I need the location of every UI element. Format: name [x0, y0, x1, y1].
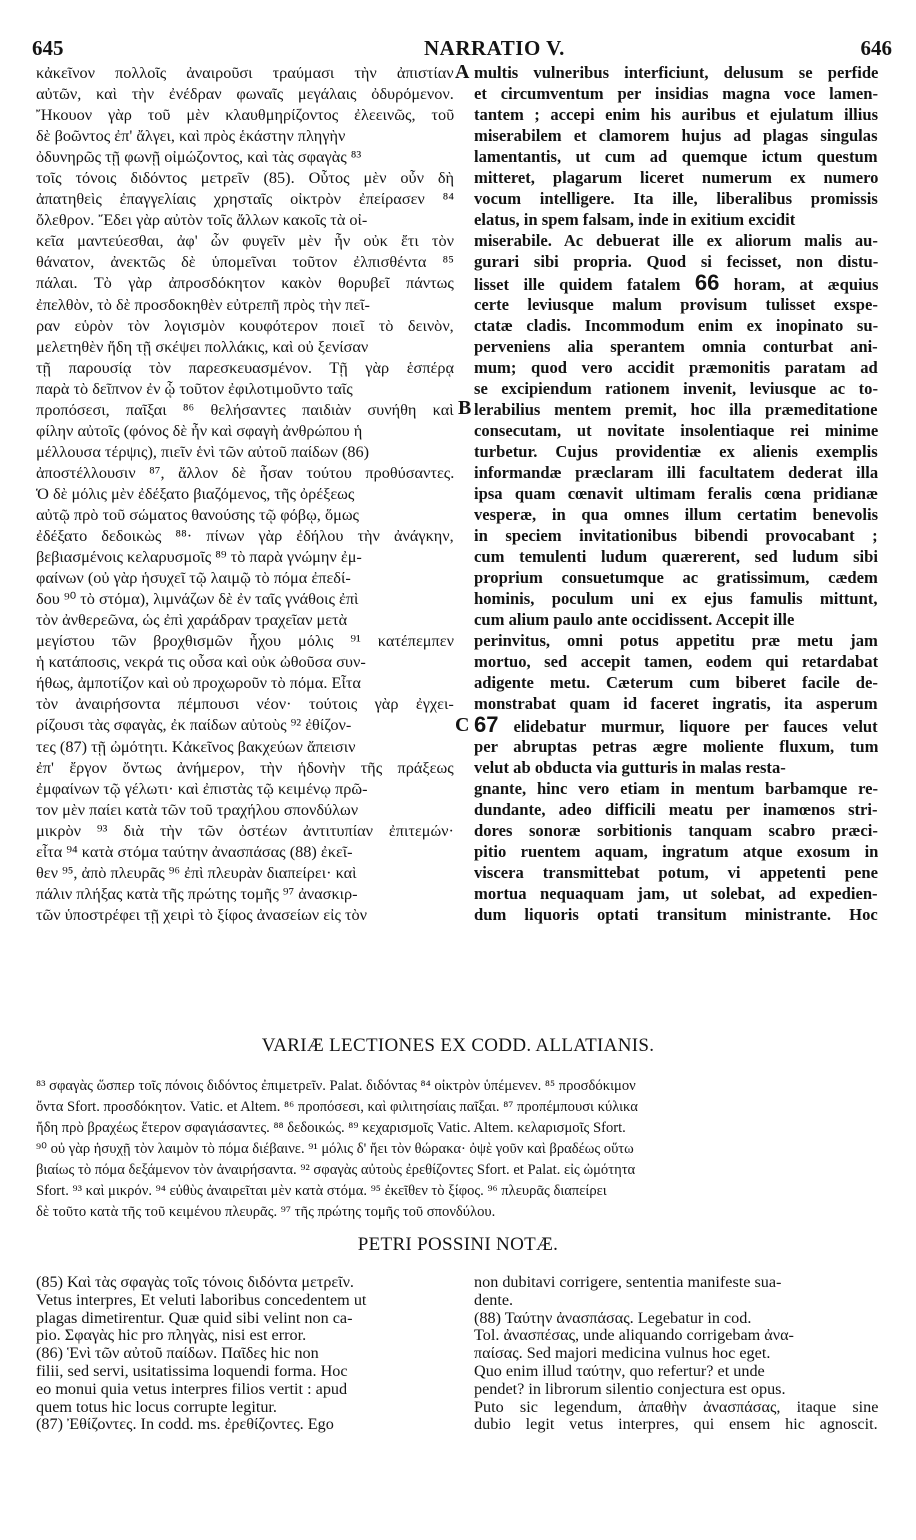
latin-text-line: miserabilem et clamorem hujus ad plagas singulas — [474, 126, 878, 146]
latin-text-line: certe leviusque malum provisum tulisset exspe- — [474, 294, 878, 314]
note-line: plagas dimetirentur. Quæ quid sibi velint non ca- — [36, 1309, 353, 1327]
latin-text-line: gurari sibi propria. Quod si fecisset, non distu- — [474, 252, 878, 272]
greek-text-line: τῇ παρουσίᾳ τὸν παρεσκευασμένον. Τῇ γὰρ ἑσπέρᾳ — [36, 357, 454, 377]
greek-text-line: θάνατον, ἀνεκτῶς δὲ ὑπομεῖναι τοῦτον ἐλπισθέντα ⁸⁵ — [36, 252, 454, 272]
note-line: Vetus interpres, Et veluti laboribus concedentem ut — [36, 1291, 367, 1309]
note-line: dubio legit vetus interpres, qui ensem hic agnoscit. — [474, 1416, 878, 1434]
latin-text-column — [474, 62, 878, 925]
latin-text-line: dum liquoris optati transitum ministrante. Hoc — [474, 904, 878, 924]
latin-text-line: in speciem invitationibus bibendi provocabant ; — [474, 526, 878, 546]
latin-text-line: turbetur. Cujus providentiæ ex alienis exemplis — [474, 441, 878, 461]
margin-marker-b: B — [458, 397, 472, 419]
variant-reading-line: ⁸³ σφαγὰς ὥσπερ τοῖς πόνοις διδόντος ἐπιμετρεῖν. Palat. διδόντας ⁸⁴ οἰκτρὸν ὑπέμενεν. ⁸⁵ προσδόκιμον — [36, 1078, 636, 1094]
latin-text-line: informandæ præclaram illi facultatem dederat illa — [474, 462, 878, 482]
greek-text-line: ρίζουσι τὰς σφαγὰς, ἐκ παίδων αὐτοὺς ⁹² ἐθίζον- — [36, 715, 352, 735]
greek-text-line: ὀδυνηρῶς τῇ φωνῇ οἰμώζοντος, καὶ τὰς σφαγὰς ⁸³ — [36, 147, 362, 167]
latin-text-line: proprium consuetumque ac gratissimum, cædem — [474, 568, 878, 588]
page-header — [24, 36, 902, 62]
note-line: filii, sed servi, usitatissima loquendi forma. Hoc — [36, 1362, 348, 1380]
greek-text-line: ἐπελθὸν, τὸ δὲ προσδοκηθὲν εὐτρεπῆ πρὸς τὴν πεῖ- — [36, 294, 370, 314]
latin-text-line: elatus, in spem falsam, inde in exitium excidit — [474, 210, 796, 230]
greek-text-line: τὸν ἀναιρήσοντα πέμπουσι νέον· τούτοις γὰρ ἐγχει- — [36, 694, 454, 714]
greek-text-line: εἶτα ⁹⁴ κατὰ στόμα ταύτην ἀνασπάσας (88) ἐκεῖ- — [36, 841, 353, 861]
margin-marker-a: A — [455, 61, 470, 83]
note-line: (86) Ἑνὶ τῶν αὐτοῦ παίδων. Παῖδες hic non — [36, 1345, 319, 1363]
greek-text-line: ἐμφαίνων τῷ γέλωτι· καὶ ἐπιστὰς τῷ κειμένῳ πρῶ- — [36, 778, 368, 798]
page-number-left: 645 — [32, 36, 64, 60]
greek-text-line: Ἤκουον γὰρ τοῦ μὲν κλαυθμηρίζοντος ἐλεεινῶς, τοῦ — [36, 105, 454, 125]
note-line: eo monui quia vetus interpres filios vertit : apud — [36, 1380, 348, 1398]
greek-text-line: ραν εὑρὸν τὸν λογισμὸν κουφότερον ποιεῖ τὸ δεινὸν, — [36, 315, 454, 335]
column-page-number: 67 — [474, 714, 499, 736]
latin-text-line: dundante, adeo difficili meatu per inamœnos stri- — [474, 799, 878, 819]
variant-reading-line: ἤδη πρὸ βραχέως ἕτερον σφαγιάσαντες. ⁸⁸ δεδοικώς. ⁸⁹ κεχαρισμοῖς Vatic. Altem. κελαρισμοῖς Sfort. — [36, 1120, 626, 1136]
latin-text-line: per abruptas petras ægre moliente fluxum, tum — [474, 736, 878, 756]
note-line: non dubitavi corrigere, sententia manifeste sua- — [474, 1274, 782, 1291]
note-line: pio. Σφαγὰς hic pro πληγὰς, nisi est error. — [36, 1327, 307, 1345]
variant-reading-line: Sfort. ⁹³ καὶ μικρόν. ⁹⁴ εὐθὺς ἀναιρεῖται μὲν κατὰ στόμα. ⁹⁵ ἐκεῖθεν τὸ ξίφος. ⁹⁶ πλευρᾶς διαπείρει — [36, 1183, 607, 1199]
greek-text-line: πάλιν πλήξας κατὰ τῆς πρώτης τομῆς ⁹⁷ ἀνασκιρ- — [36, 883, 358, 903]
latin-text-line: mitteret, plagarum liceret numerum ex numero — [474, 168, 878, 188]
margin-marker-c: C — [455, 714, 470, 736]
greek-text-line: ἀπατηθεὶς ἐπαγγελίαις χρησταῖς οἰκτρὸν ἐπείρασεν ⁸⁴ — [36, 189, 454, 209]
note-line: (87) Ἐθίζοντες. In codd. ms. ἐρεθίζοντες. Ego — [36, 1416, 334, 1434]
latin-text-line: tantem ; accepi enim his auribus et ejulatum illius — [474, 105, 878, 125]
notae-left-column — [36, 1274, 454, 1434]
latin-text-line: mortuo, sed accepit tamen, eodem qui retardabat — [474, 652, 878, 672]
variant-reading-line: δὲ τοῦτο κατὰ τῆς τοῦ κειμένου πλευρᾶς. ⁹⁷ τῆς πρώτης τομῆς τοῦ σπονδύλου. — [36, 1204, 496, 1220]
note-line: παίσας. Sed majori medicina vulnus hoc eget. — [474, 1345, 771, 1363]
note-line: Quo enim illud ταύτην, quo refertur? et unde — [474, 1362, 765, 1380]
greek-text-line: μεγίστου τῶν βροχθισμῶν ἦχου μόλις ⁹¹ κατέπεμπεν — [36, 631, 454, 651]
note-line: Puto sic legendum, ἀπαθὴν ἀνασπάσας, itaque sine — [474, 1398, 878, 1416]
notae-title: PETRI POSSINI NOTÆ. — [357, 1234, 559, 1255]
greek-text-line: θεν ⁹⁵, ἀπὸ πλευρᾶς ⁹⁶ ἐπὶ πλευρὰν διαπείρει· καὶ — [36, 862, 357, 882]
latin-text-line: lerabilius mentem premit, hoc illa præmeditatione — [474, 399, 878, 419]
latin-text-line: 67 elidebatur murmur, liquore per fauces velut — [474, 714, 878, 736]
variant-reading-line: βιαίως τὸ πόμα δεξάμενον τὸν ἀναιρήσαντα. ⁹² σφαγὰς αὐτοὺς ἐρεθίζοντες Sfort. et Palat. εἰς ὠμότητα — [36, 1162, 636, 1178]
greek-text-line: τοῖς τόνοις διδόντος μετρεῖν (85). Οὗτος μὲν οὖν δὴ — [36, 168, 454, 188]
latin-text-line: gnante, hinc vero etiam in mentum barbamque re- — [474, 778, 878, 798]
greek-text-line: ἀποστέλλουσιν ⁸⁷, ἄλλον δὲ ἦσαν τούτου προθύσαντες. — [36, 462, 454, 482]
latin-text-line: velut ab obducta via gutturis in malas resta- — [474, 757, 786, 777]
greek-text-line: τῶν ὑποστρέφει τῇ χειρὶ τὸ ξίφος ἀνασείων εἰς τὸν — [36, 904, 368, 924]
latin-text-line: perveniens alia sperantem omnia conturbat ani- — [474, 336, 878, 356]
greek-text-line: ήθως, ἀμποτίζον καὶ οὐ προχωροῦν τὸ πόμα. Εἶτα — [36, 673, 361, 693]
latin-text-line: cum alium paulo ante occidissent. Accepit ille — [474, 610, 795, 630]
latin-text-line: mum; quod vero accidit præmonitis paratam ad — [474, 357, 878, 377]
latin-text-line: cum temulenti ludum quærerent, sed ludum sibi — [474, 547, 878, 567]
latin-text-line: monstrabat quam id faceret ingratis, ita asperum — [474, 694, 878, 714]
latin-text-line: hominis, poculum uni ex ejus famulis mittunt, — [474, 589, 878, 609]
greek-text-line: αὐτῷ πρὸ τοῦ σώματος θανούσης τῷ φόβῳ, ὅμως — [36, 504, 359, 524]
latin-text-line: pitio ruentem aquam, ingratum atque exosum in — [474, 841, 878, 861]
note-line: pendet? in librorum silentio conjectura est opus. — [474, 1380, 786, 1398]
variant-reading-line: ὄντα Sfort. προσδόκητον. Vatic. et Altem. ⁸⁶ προπόσεσι, καὶ φιλιτησίαις παῖξαι. ⁸⁷ προπέμπουσι κύλικα — [36, 1099, 638, 1115]
greek-text-column — [36, 62, 454, 925]
latin-text-line: lamentantis, ut cum ad quemque ictum questum — [474, 147, 878, 167]
column-page-number: 66 — [694, 272, 720, 294]
latin-text-line: ipsa quam cœnavit ultimam feralis cœna pridianæ — [474, 483, 878, 503]
note-line: quem totus hic locus corrupte legitur. — [36, 1398, 277, 1416]
greek-text-line: παρὰ τὸ δεῖπνον ἐν ᾧ τοῦτον ἐφιλοτιμοῦντο ταῖς — [36, 378, 353, 398]
latin-text-line: vocum intelligere. Ita ille, liberalibus promissis — [474, 189, 878, 209]
greek-text-line: μέλλουσα τέρψις), πιεῖν ἑνὶ τῶν αὐτοῦ παίδων (86) — [36, 441, 370, 461]
greek-text-line: τον μὲν παίει κατὰ τῶν τοῦ τραχήλου σπονδύλων — [36, 799, 359, 819]
greek-text-line: ὄλεθρον. Ἔδει γὰρ αὐτὸν τοῖς ἄλλων κακοῖς τὰ οἰ- — [36, 210, 368, 230]
greek-text-line: μικρὸν ⁹³ διὰ τὴν τῶν ὀστέων ἀντιτυπίαν ἐπιτεμών· — [36, 820, 454, 840]
greek-text-line: δου ⁹⁰ τὸ στόμα), λιμνάζων δὲ ἐν ταῖς γνάθοις ἐπὶ — [36, 589, 359, 609]
running-title: NARRATIO V. — [424, 36, 565, 60]
latin-text-line: adigente metu. Cæterum cum biberet facile de- — [474, 673, 878, 693]
latin-text-line: vesperæ, in qua omnes illum certatim benevolis — [474, 504, 878, 524]
note-line: (88) Ταύτην ἀνασπάσας. Legebatur in cod. — [474, 1309, 752, 1327]
greek-text-line: ἐπ' ἔργον ὄντως ἀνήμερον, τὴν ἡδονὴν τῆς πράξεως — [36, 757, 454, 777]
latin-text-line: et circumventum per insidias magna voce lamen- — [474, 84, 878, 104]
greek-text-line: Ὁ δὲ μόλις μὲν ἐδέξατο βιαζόμενος, τῆς ὀρέξεως — [36, 483, 355, 503]
greek-text-line: ἡ κατάποσις, νεκρά τις οὖσα καὶ οὐκ ὠθοῦσα συν- — [36, 652, 366, 672]
greek-text-line: τὸν ἀνθερεῶνα, ὡς ἐπὶ χαράδραν τραχεῖαν μετὰ — [36, 610, 348, 630]
latin-text-line: multis vulneribus interficiunt, delusum se perfide — [474, 63, 878, 82]
greek-text-line: τες (87) τῇ ὠμότητι. Κἀκεῖνος βακχεύων ἄπεισιν — [36, 736, 356, 756]
note-line: Tol. ἀνασπέσας, unde aliquando corrigebam ἀνα- — [474, 1327, 794, 1345]
latin-text-line: dores sonoræ sorbitionis tanquam scabro præci- — [474, 820, 878, 840]
variae-lectiones-block — [36, 1076, 882, 1223]
note-line: dente. — [474, 1291, 514, 1309]
note-line: (85) Καὶ τὰς σφαγὰς τοῖς τόνοις διδόντα μετρεῖν. — [36, 1274, 354, 1291]
latin-text-line: mortua nequaquam jam, ut solebat, ad expedien- — [474, 883, 878, 903]
greek-text-line: μελετηθὲν ἤδη τῇ σκέψει πολλάκις, καὶ οὐ ξενίσαν — [36, 336, 369, 356]
greek-text-line: δὲ βοῶντος ἐπ' ἄλγει, καὶ πρὸς ἑκάστην πληγὴν — [36, 126, 346, 146]
latin-text-line: ctatæ cladis. Incommodum enim ex inopinato su- — [474, 315, 878, 335]
greek-text-line: προπόσεσι, παῖξαι ⁸⁶ θελήσαντες παιδιὰν συνήθη καὶ — [36, 399, 454, 419]
latin-text-line: consecutam, ut novitate insolentiaque rei minime — [474, 420, 878, 440]
variae-lectiones-title: VARIÆ LECTIONES EX CODD. ALLATIANIS. — [261, 1035, 655, 1056]
latin-text-line: perinvitus, omni potus appetitu præ metu jam — [474, 631, 878, 651]
variant-reading-line: ⁹⁰ οὐ γὰρ ἡσυχῇ τὸν λαιμὸν τὸ πόμα διέβαινε. ⁹¹ μόλις δ' ἤει τὸν θώρακα· ὀψὲ γοῦν καὶ βραδέως οὕτω — [36, 1141, 634, 1157]
notae-right-column — [474, 1274, 878, 1434]
greek-text-line: φίλην αὐτοῖς (φόνος δὲ ἦν καὶ σφαγὴ ἀνθρώπου ἡ — [36, 420, 363, 440]
latin-text-line: lisset ille quidem fatalem 66 horam, at æquius — [474, 272, 878, 294]
greek-text-line: αὐτῶν, καὶ τὴν ἐνέδραν φωναῖς μεγάλαις ὀδυρόμενον. — [36, 84, 454, 104]
page-number-right: 646 — [860, 36, 892, 60]
latin-text-line: viscera transmittebat potum, vi appetenti pene — [474, 862, 878, 882]
greek-text-line: βεβιασμένοις κελαρυσμοῖς ⁸⁹ τὸ παρὰ γνώμην ἐμ- — [36, 547, 362, 567]
latin-text-line: se excipiendum rationem invenit, leviusque ac to- — [474, 378, 878, 398]
greek-text-line: ἐδέξατο δεδοικὼς ⁸⁸· πίνων γὰρ ἐδήλου τὴν ἀνάγκην, — [36, 526, 454, 546]
greek-text-line: κεῖα μαντεύεσθαι, ἀφ' ὧν φυγεῖν μὲν ἦν οὐκ ἔτι τὸν — [36, 231, 454, 251]
greek-text-line: πάλαι. Τὸ γὰρ ἀπροσδόκητον κακὸν θορυβεῖ πάντως — [36, 273, 454, 293]
greek-text-line: φαίνων (οὐ γὰρ ἡσυχεῖ τῷ λαιμῷ τὸ πόμα ἐπεδί- — [36, 568, 351, 588]
greek-text-line: κἀκεῖνον πολλοῖς ἀναιροῦσι τραύμασι τὴν ἀπιστίαν — [36, 63, 454, 82]
latin-text-line: miserabile. Ac debuerat ille ex aliorum malis au- — [474, 231, 878, 251]
